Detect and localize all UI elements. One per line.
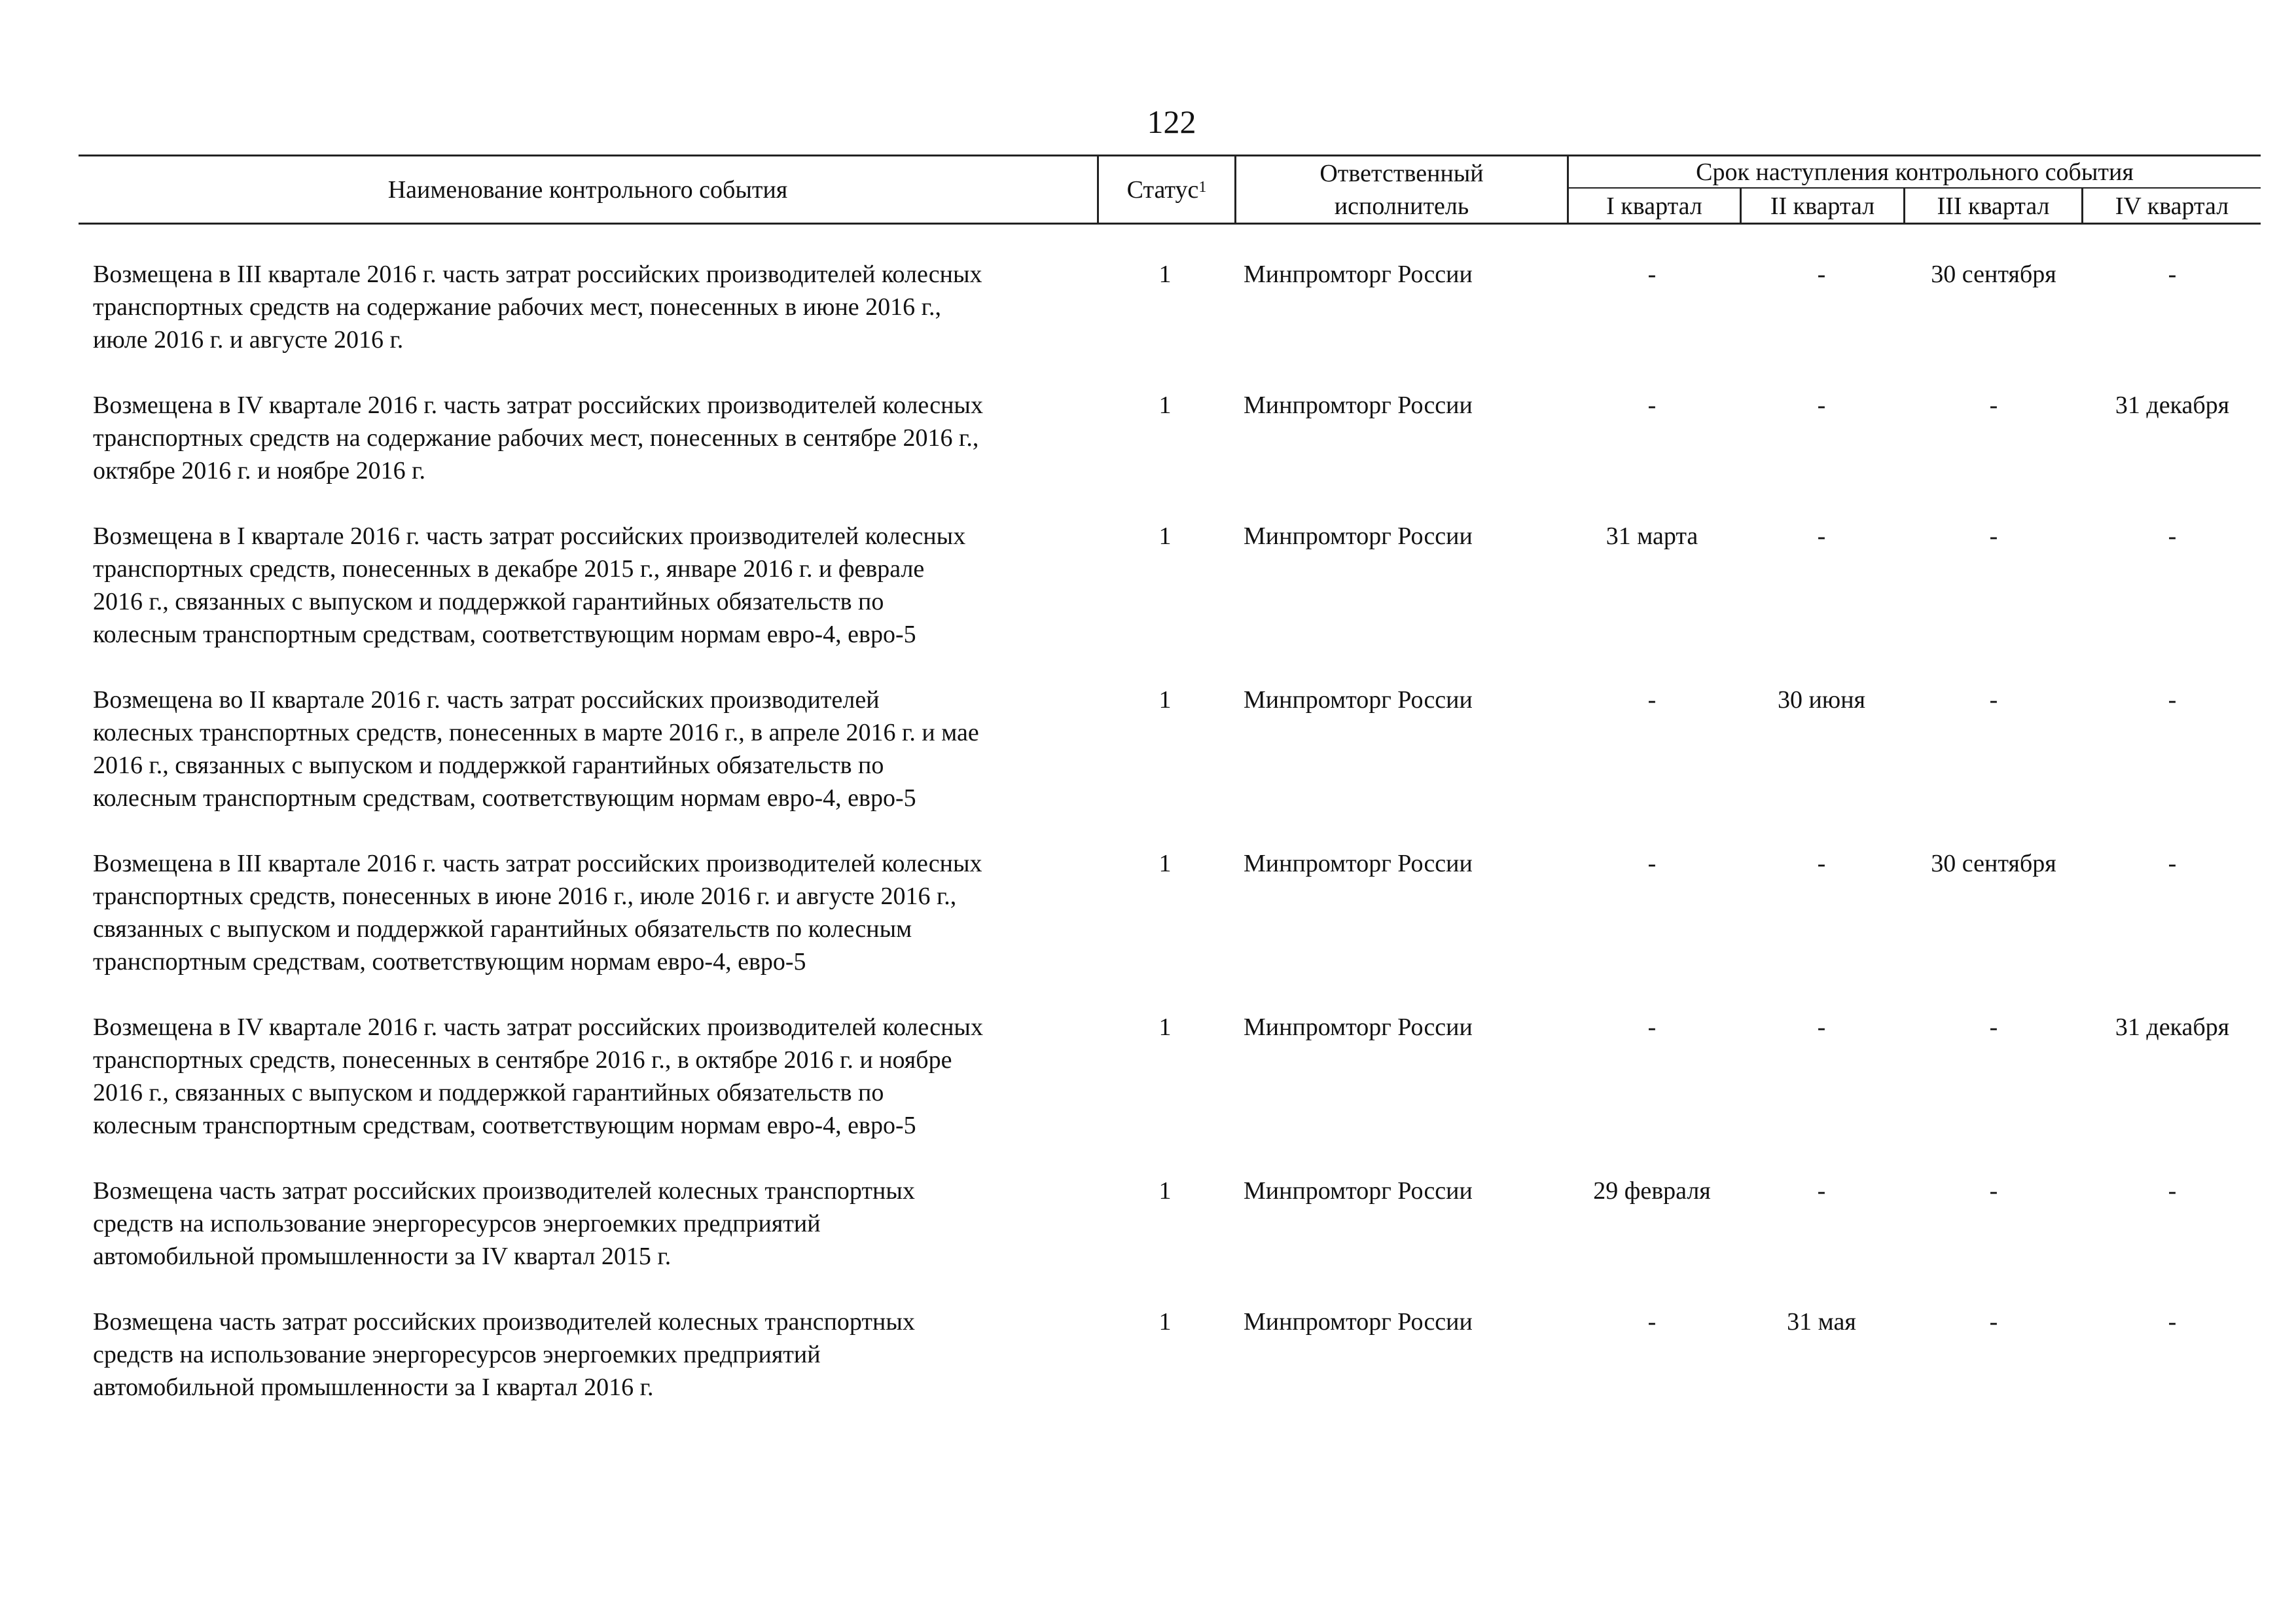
- event-name-line: 2016 г., связанных с выпуском и поддержкой гарантийных обязательств по: [93, 1079, 884, 1106]
- event-executor: Минпромторг России: [1244, 1308, 1473, 1336]
- event-name-line: транспортных средств, понесенных в сентябре 2016 г., в октябре 2016 г. и ноябре: [93, 1046, 952, 1074]
- event-q3: -: [1989, 1308, 1998, 1336]
- event-name: [93, 684, 1101, 814]
- event-q2: -: [1817, 850, 1826, 877]
- event-q2: -: [1817, 1177, 1826, 1205]
- header-q1: I квартал: [1606, 192, 1702, 220]
- event-name-line: Возмещена во II квартале 2016 г. часть затрат российских производителей: [93, 686, 880, 714]
- event-name: [93, 847, 1101, 978]
- event-executor: Минпромторг России: [1244, 261, 1473, 288]
- event-q1: -: [1647, 1013, 1657, 1041]
- event-name-line: автомобильной промышленности за I квартал 2016 г.: [93, 1374, 654, 1401]
- header-executor-line1: Ответственный: [1319, 160, 1484, 187]
- event-status: 1: [1158, 686, 1172, 714]
- event-name-line: Возмещена часть затрат российских производителей колесных транспортных: [93, 1308, 915, 1336]
- event-name-line: Возмещена в III квартале 2016 г. часть затрат российских производителей колесных: [93, 261, 982, 288]
- event-name: [93, 258, 1101, 356]
- event-name: [93, 389, 1101, 487]
- event-q3: -: [1989, 1177, 1998, 1205]
- event-q4: -: [2168, 261, 2177, 288]
- event-name: [93, 1011, 1101, 1142]
- event-q4: -: [2168, 686, 2177, 714]
- header-deadline: Срок наступления контрольного события: [1696, 158, 2134, 186]
- event-q1: 29 февраля: [1593, 1177, 1711, 1205]
- event-name-line: Возмещена в III квартале 2016 г. часть затрат российских производителей колесных: [93, 850, 982, 877]
- header-bottom-rule: [79, 223, 2261, 225]
- event-q1: -: [1647, 686, 1657, 714]
- event-q4: -: [2168, 522, 2177, 550]
- event-executor: Минпромторг России: [1244, 1177, 1473, 1205]
- event-name-line: транспортных средств на содержание рабочих мест, понесенных в июне 2016 г.,: [93, 293, 941, 321]
- header-q3: III квартал: [1937, 192, 2050, 220]
- event-q2: -: [1817, 261, 1826, 288]
- header-q2: II квартал: [1770, 192, 1875, 220]
- event-q2: 30 июня: [1777, 686, 1866, 714]
- event-name-line: транспортным средствам, соответствующим нормам евро-4, евро-5: [93, 948, 806, 976]
- header-q4: IV квартал: [2115, 192, 2229, 220]
- event-q1: -: [1647, 392, 1657, 419]
- event-name-line: 2016 г., связанных с выпуском и поддержкой гарантийных обязательств по: [93, 588, 884, 615]
- event-status: 1: [1158, 1308, 1172, 1336]
- event-executor: Минпромторг России: [1244, 686, 1473, 714]
- event-q3: -: [1989, 522, 1998, 550]
- event-q4: -: [2168, 1308, 2177, 1336]
- event-name: [93, 1175, 1101, 1273]
- page-number: 122: [1147, 103, 1196, 140]
- event-name-line: июле 2016 г. и августе 2016 г.: [93, 326, 404, 354]
- event-name-line: транспортных средств на содержание рабочих мест, понесенных в сентябре 2016 г.,: [93, 424, 979, 452]
- event-executor: Минпромторг России: [1244, 1013, 1473, 1041]
- event-name-line: Возмещена в IV квартале 2016 г. часть затрат российских производителей колесных: [93, 392, 983, 419]
- event-status: 1: [1158, 1177, 1172, 1205]
- event-status: 1: [1158, 1013, 1172, 1041]
- event-q3: 30 сентября: [1931, 261, 2056, 288]
- event-name-line: средств на использование энергоресурсов энергоемких предприятий: [93, 1210, 821, 1237]
- event-q2: 31 мая: [1787, 1308, 1856, 1336]
- event-q1: 31 марта: [1605, 522, 1698, 550]
- event-name-line: колесным транспортным средствам, соответствующим нормам евро-4, евро-5: [93, 1112, 916, 1139]
- event-q2: -: [1817, 1013, 1826, 1041]
- header-status: [1099, 173, 1234, 206]
- event-name-line: связанных с выпуском и поддержкой гарантийных обязательств по колесным: [93, 915, 912, 943]
- event-executor: Минпромторг России: [1244, 522, 1473, 550]
- event-q2: -: [1817, 392, 1826, 419]
- event-status: 1: [1158, 392, 1172, 419]
- event-q3: -: [1989, 1013, 1998, 1041]
- event-executor: Минпромторг России: [1244, 392, 1473, 419]
- event-q1: -: [1647, 1308, 1657, 1336]
- header-executor-line2: исполнитель: [1334, 192, 1469, 220]
- event-name-line: транспортных средств, понесенных в декабре 2015 г., январе 2016 г. и феврале: [93, 555, 925, 583]
- event-q1: -: [1647, 261, 1657, 288]
- event-q4: -: [2168, 850, 2177, 877]
- event-q4: 31 декабря: [2115, 1013, 2230, 1041]
- event-name-line: Возмещена часть затрат российских производителей колесных транспортных: [93, 1177, 915, 1205]
- event-q4: -: [2168, 1177, 2177, 1205]
- event-status: 1: [1158, 850, 1172, 877]
- event-name-line: средств на использование энергоресурсов энергоемких предприятий: [93, 1341, 821, 1368]
- event-q2: -: [1817, 522, 1826, 550]
- event-q3: 30 сентября: [1931, 850, 2056, 877]
- event-name-line: октябре 2016 г. и ноябре 2016 г.: [93, 457, 425, 484]
- event-executor: Минпромторг России: [1244, 850, 1473, 877]
- event-q4: 31 декабря: [2115, 392, 2230, 419]
- event-name-line: колесным транспортным средствам, соответствующим нормам евро-4, евро-5: [93, 621, 916, 648]
- header-status-label: Статус: [1126, 176, 1199, 204]
- event-q3: -: [1989, 686, 1998, 714]
- event-name-line: колесных транспортных средств, понесенных в марте 2016 г., в апреле 2016 г. и мае: [93, 719, 979, 746]
- event-status: 1: [1158, 261, 1172, 288]
- event-q3: -: [1989, 392, 1998, 419]
- event-name: [93, 1305, 1101, 1404]
- event-name-line: Возмещена в IV квартале 2016 г. часть затрат российских производителей колесных: [93, 1013, 983, 1041]
- header-status-footnote: 1: [1198, 179, 1207, 196]
- event-name-line: Возмещена в I квартале 2016 г. часть затрат российских производителей колесных: [93, 522, 966, 550]
- event-q1: -: [1647, 850, 1657, 877]
- event-name-line: транспортных средств, понесенных в июне 2016 г., июле 2016 г. и августе 2016 г.,: [93, 883, 957, 910]
- event-name: [93, 520, 1101, 651]
- event-name-line: 2016 г., связанных с выпуском и поддержкой гарантийных обязательств по: [93, 752, 884, 779]
- event-status: 1: [1158, 522, 1172, 550]
- header-name: Наименование контрольного события: [387, 176, 788, 204]
- event-name-line: автомобильной промышленности за IV квартал 2015 г.: [93, 1243, 672, 1270]
- event-name-line: колесным транспортным средствам, соответствующим нормам евро-4, евро-5: [93, 784, 916, 812]
